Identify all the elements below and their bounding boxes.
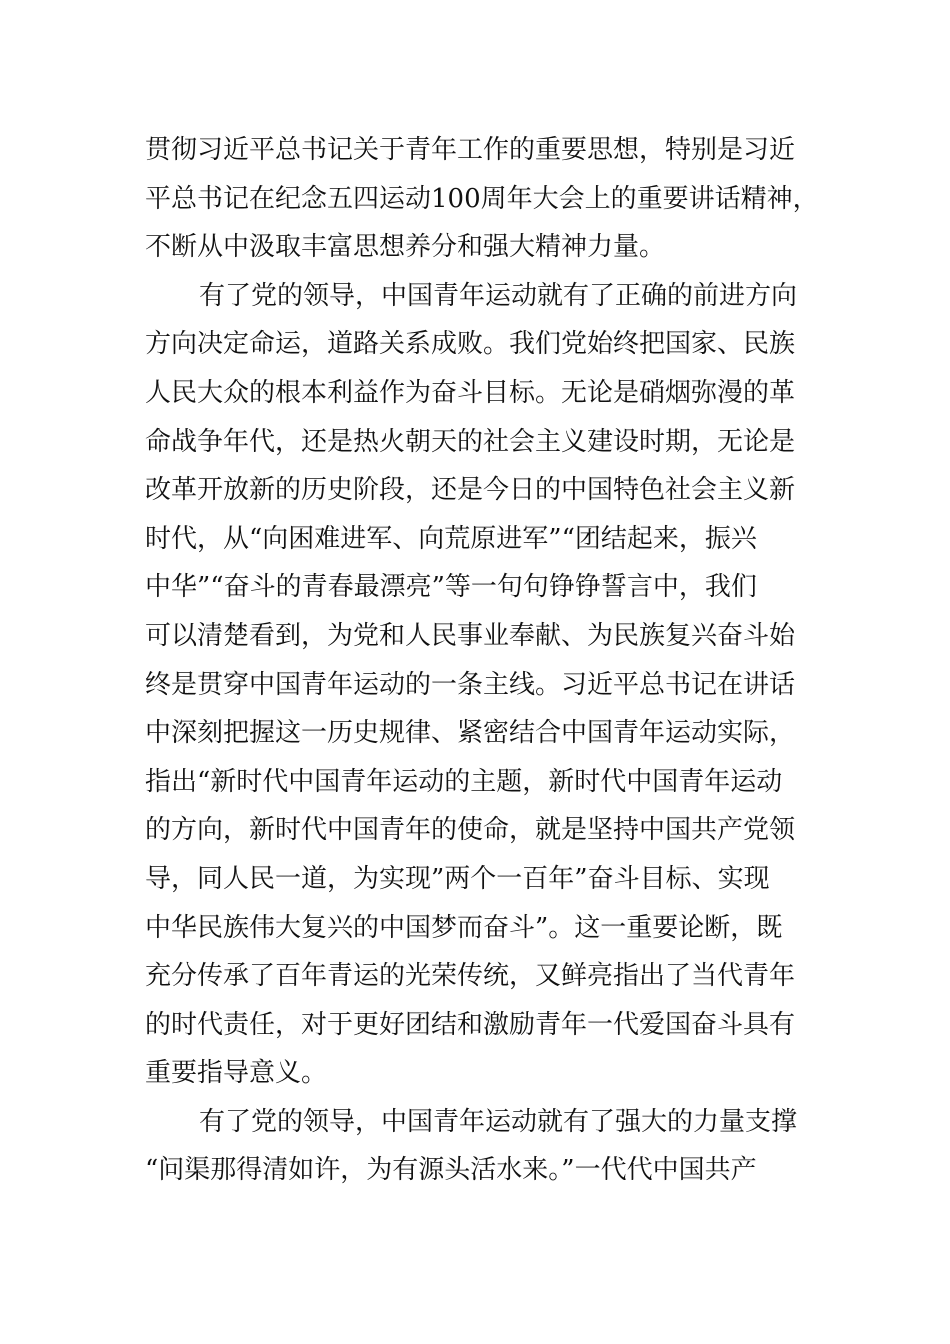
body-text [145, 126, 819, 1195]
text-line: 中深刻把握这一历史规律、紧密结合中国青年运动实际， [145, 718, 796, 749]
text-line: 充分传承了百年青运的光荣传统，又鲜亮指出了当代青年 [145, 961, 796, 992]
text-line: 可以清楚看到，为党和人民事业奉献、为民族复兴奋斗始 [145, 620, 796, 651]
text-line: 人民大众的根本利益作为奋斗目标。无论是硝烟弥漫的革 [145, 377, 796, 408]
text-line: 中华民族伟大复兴的中国梦而奋斗”。这一重要论断，既 [145, 912, 783, 943]
text-line: 命战争年代，还是热火朝天的社会主义建设时期，无论是 [145, 426, 796, 457]
text-line: “问渠那得清如许，为有源头活水来。”一代代中国共产 [145, 1155, 757, 1186]
text-line: 贯彻习近平总书记关于青年工作的重要思想，特别是习近 [145, 135, 796, 165]
text-line: 改革开放新的历史阶段，还是今日的中国特色社会主义新 [145, 475, 796, 506]
text-line: 重要指导意义。 [145, 1058, 328, 1089]
text-line: 的方向，新时代中国青年的使命，就是坚持中国共产党领 [145, 815, 796, 846]
text-line: 平总书记在纪念五四运动100周年大会上的重要讲话精神， [145, 183, 819, 214]
text-line: 时代，从“向困难进军、向荒原进军”“团结起来，振兴 [145, 523, 757, 554]
text-line: 导，同人民一道，为实现”两个一百年”奋斗目标、实现 [145, 863, 770, 894]
text-line: 方向决定命运，道路关系成败。我们党始终把国家、民族 [145, 329, 796, 360]
text-line: 终是贯穿中国青年运动的一条主线。习近平总书记在讲话 [145, 669, 796, 700]
text-line: 有了党的领导，中国青年运动就有了正确的前进方向 [199, 280, 798, 311]
text-line: 的时代责任，对于更好团结和激励青年一代爱国奋斗具有 [145, 1009, 796, 1040]
text-line: 中华”“奋斗的青春最漂亮”等一句句铮铮誓言中，我们 [145, 572, 757, 603]
text-line: 有了党的领导，中国青年运动就有了强大的力量支撑 [199, 1106, 798, 1137]
text-line: 指出“新时代中国青年运动的主题，新时代中国青年运动 [145, 766, 783, 797]
text-line: 不断从中汲取丰富思想养分和强大精神力量。 [145, 232, 666, 263]
